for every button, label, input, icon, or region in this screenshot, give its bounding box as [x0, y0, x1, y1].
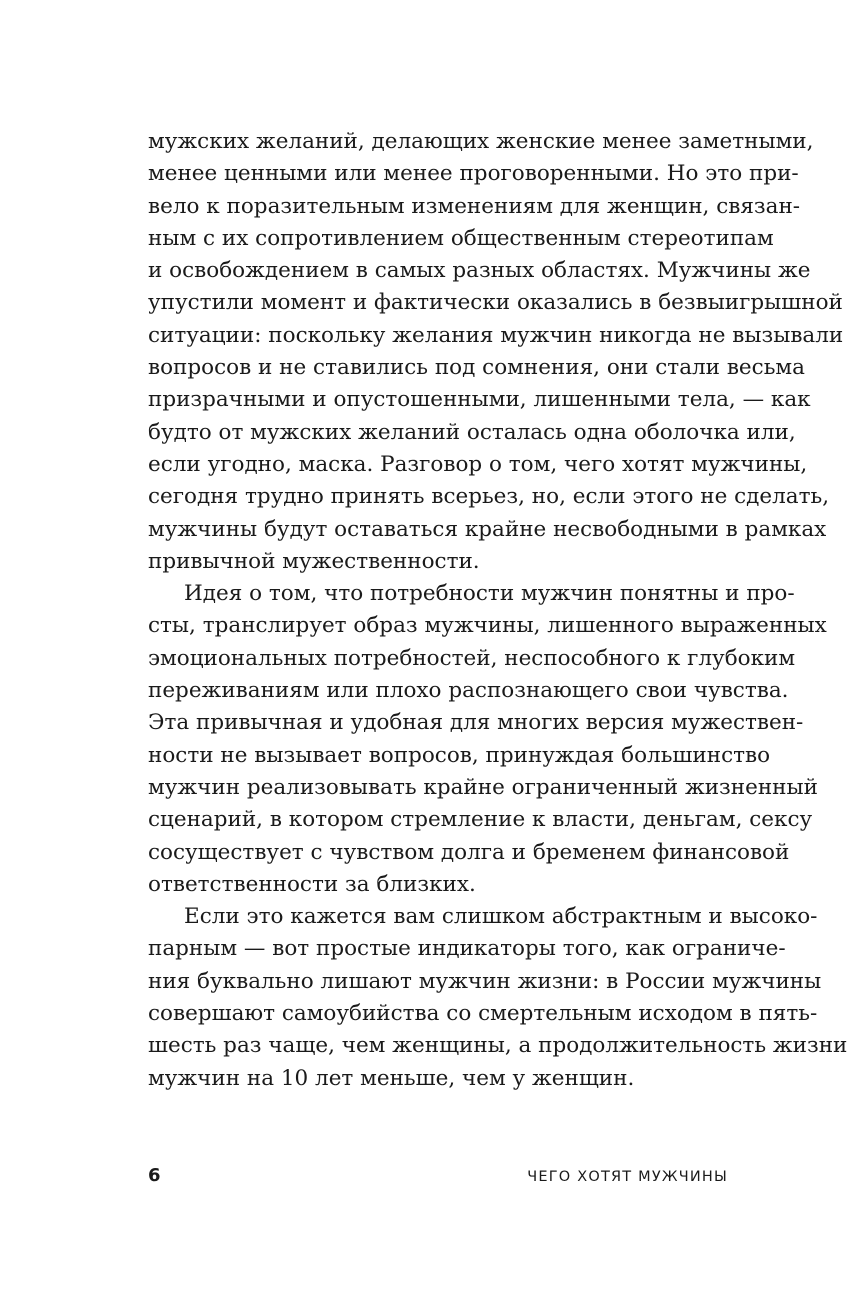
text-line: парным — вот простые индикаторы того, как ограниче-: [148, 936, 786, 962]
text-line: сегодня трудно принять всерьез, но, если этого не сделать,: [148, 484, 830, 510]
page-footer: [148, 1163, 728, 1189]
body-text: [148, 126, 848, 1095]
text-line: и освобождением в самых разных областях. Мужчины же: [148, 258, 811, 284]
text-line: вопросов и не ставились под сомнения, они стали весьма: [148, 355, 805, 381]
text-line: Если это кажется вам слишком абстрактным и высоко-: [184, 904, 818, 930]
page-number: 6: [148, 1165, 161, 1186]
text-line: переживаниям или плохо распознающего свои чувства.: [148, 678, 789, 704]
text-line: сты, транслирует образ мужчины, лишенного выраженных: [148, 613, 827, 639]
text-line: ности не вызывает вопросов, принуждая большинство: [148, 742, 771, 768]
running-title: ЧЕГО ХОТЯТ МУЖЧИНЫ: [527, 1169, 728, 1185]
text-line: привычной мужественности.: [148, 548, 480, 574]
text-line: если угодно, маска. Разговор о том, чего хотят мужчины,: [148, 451, 808, 477]
text-line: сценарий, в котором стремление к власти, деньгам, сексу: [148, 807, 813, 833]
text-line: ситуации: поскольку желания мужчин никогда не вызывали: [148, 322, 844, 348]
text-line: сосуществует с чувством долга и бременем финансовой: [148, 839, 790, 865]
text-line: ния буквально лишают мужчин жизни: в России мужчины: [148, 968, 822, 994]
text-line: мужчины будут оставаться крайне несвободными в рамках: [148, 516, 827, 542]
text-line: вело к поразительным изменениям для женщин, связан-: [148, 193, 801, 219]
text-line: Эта привычная и удобная для многих версия мужествен-: [148, 710, 804, 736]
text-line: эмоциональных потребностей, неспособного к глубоким: [148, 645, 796, 671]
text-line: мужчин на 10 лет меньше, чем у женщин.: [148, 1065, 635, 1091]
text-line: мужчин реализовывать крайне ограниченный жизненный: [148, 774, 818, 800]
text-line: Идея о том, что потребности мужчин понятны и про-: [184, 581, 795, 607]
text-line: призрачными и опустошенными, лишенными тела, — как: [148, 387, 811, 413]
text-line: будто от мужских желаний осталась одна оболочка или,: [148, 419, 796, 445]
text-line: совершают самоубийства со смертельным исходом в пять-: [148, 1001, 818, 1027]
text-line: ответственности за близких.: [148, 871, 476, 897]
text-line: ным с их сопротивлением общественным стереотипам: [148, 225, 774, 251]
text-line: упустили момент и фактически оказались в безвыигрышной: [148, 290, 843, 316]
text-line: мужских желаний, делающих женские менее заметными,: [148, 129, 814, 154]
text-line: шесть раз чаще, чем женщины, а продолжительность жизни: [148, 1033, 848, 1059]
text-line: менее ценными или менее проговоренными. Но это при-: [148, 161, 799, 187]
